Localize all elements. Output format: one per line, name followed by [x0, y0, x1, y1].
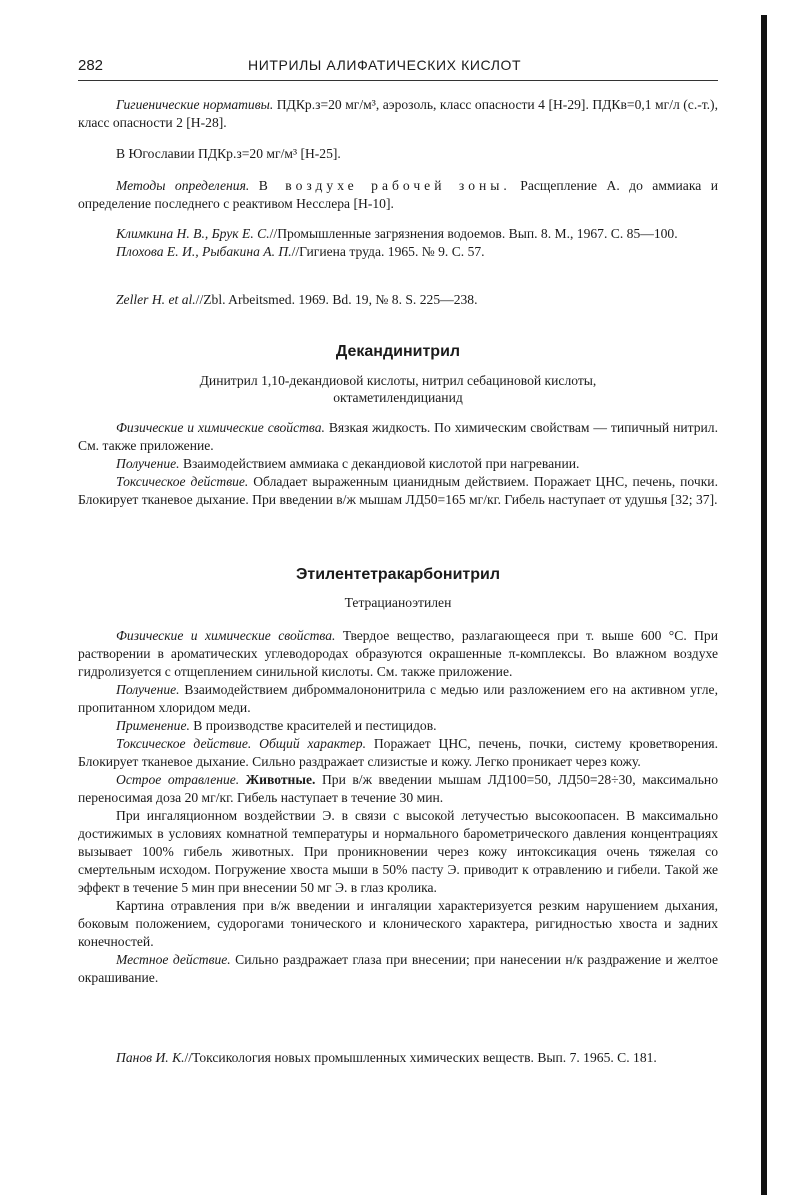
reference-zeller: [78, 291, 718, 309]
reference-item: [78, 1049, 718, 1067]
ethylene-local-label: Местное действие.: [116, 952, 231, 967]
ethylene-picture-text: Картина отравления при в/ж введении и ингаляции характеризуется резким нарушением дыхания, боковым положением, судорогами тонического и клонического характера, ригидностью хвоста и задних конечностей.: [78, 898, 718, 949]
ethylene-inhalation-text: При ингаляционном воздействии Э. в связи с высокой летучестью высокоопасен. В максимально достижимых в условиях комнатной температуры и нормального барометрического давления концентрациях вызывает 100% гибель животных. При проникновении через кожу интоксикация очень тяжелая со смертельным исходом. Погружение хвоста мыши в 50% пасту Э. приводит к отравлению и гибели. Такой же эффект в течение 5 мин при внесении 50 мг Э. в глаз кролика.: [78, 808, 718, 895]
decane-toxic-text: Обладает выраженным цианидным действием. Поражает ЦНС, печень, почки. Блокирует тканевое дыхание. При введении в/ж мышам ЛД50=165 мг/кг. Гибель наступает от удушья [32; 37].: [78, 474, 718, 507]
ethylene-body: [78, 627, 718, 987]
ethylene-local-text: Сильно раздражает глаза при внесении; при нанесении н/к раздражение и желтое окрашивание.: [78, 952, 718, 985]
ethylene-synonyms: Тетрацианоэтилен: [344, 595, 452, 610]
ethylene-reference: [78, 1049, 718, 1067]
ethylene-acute-text: При в/ж введении мышам ЛД100=50, ЛД50=28÷30, максимально переносимая доза 20 мг/кг. Гибель наступает в течение 30 мин.: [78, 772, 718, 805]
decane-physical-text: Вязкая жидкость. По химическим свойствам — типичный нитрил. См. также приложение.: [78, 420, 718, 453]
decane-synonyms: Динитрил 1,10-декандиовой кислоты, нитрил себациновой кислоты, октаметилендицианид: [199, 373, 597, 405]
reference-author: Климкина Н. В., Брук Е. С.: [116, 226, 270, 241]
ethylene-obtain-text: Взаимодействием диброммалононитрила с медью или разложением его на активном угле, пропитанном хлоридом меди.: [78, 682, 718, 715]
ethylene-toxic-text: Поражает ЦНС, печень, почки, систему кроветворения. Блокирует тканевое дыхание. Сильно раздражает слизистые и кожу. Легко проникает через кожу.: [78, 736, 718, 769]
reference-author: Плохова Е. И., Рыбакина А. П.: [116, 244, 292, 259]
running-title: НИТРИЛЫ АЛИФАТИЧЕСКИХ КИСЛОТ: [248, 57, 522, 73]
reference-text: //Гигиена труда. 1965. № 9. С. 57.: [291, 244, 485, 259]
header-rule: [78, 80, 718, 81]
ethylene-toxic-label: Токсическое действие. Общий характер.: [116, 736, 366, 751]
page-header: [78, 57, 718, 77]
reference-author: Панов И. К.: [116, 1050, 185, 1065]
hygiene-paragraph: [78, 96, 718, 132]
ethylene-obtain-label: Получение.: [116, 682, 180, 697]
scan-edge-bar: [761, 15, 767, 1195]
ethylene-use-label: Применение.: [116, 718, 190, 733]
yugoslavia-paragraph: [78, 145, 718, 163]
decane-body: [78, 419, 718, 509]
hygiene-label: Гигиенические нормативы.: [116, 97, 274, 112]
reference-text: //Промышленные загрязнения водоемов. Вып. 8. М., 1967. С. 85—100.: [269, 226, 678, 241]
decane-toxic-label: Токсическое действие.: [116, 474, 249, 489]
methods-label: Методы определения.: [116, 178, 250, 193]
hygiene-text: ПДКр.з=20 мг/м³, аэрозоль, класс опасности 4 [Н-29]. ПДКв=0,1 мг/л (с.-т.), класс опасности 2 [Н-28].: [78, 97, 718, 130]
methods-paragraph: [78, 177, 718, 213]
ethylene-use-text: В производстве красителей и пестицидов.: [193, 718, 437, 733]
decane-obtain-label: Получение.: [116, 456, 180, 471]
reference-item: [78, 243, 718, 261]
methods-air: В воздухе рабочей зоны.: [258, 178, 511, 193]
reference-item: [78, 291, 718, 309]
reference-list: [78, 225, 718, 261]
yugoslavia-text: В Югославии ПДКр.з=20 мг/м³ [Н-25].: [116, 146, 341, 161]
reference-item: [78, 225, 718, 243]
section-title-tetracyanoethylene: Этилентетракарбонитрил: [295, 566, 501, 583]
decane-obtain-text: Взаимодействием аммиака с декандиовой кислотой при нагревании.: [182, 456, 580, 471]
ethylene-physical-text: Твердое вещество, разлагающееся при т. выше 600 °С. При растворении в ароматических углеводородах образуются окрашенные π-комплексы. Во влажном воздухе гидролизуется с отщеплением синильной кислоты. См. также приложение.: [78, 628, 718, 679]
reference-text: //Zbl. Arbeitsmed. 1969. Bd. 19, № 8. S. 225—238.: [195, 292, 478, 307]
section-title-decanedinitrile: Декандинитрил: [335, 343, 461, 360]
reference-author: Zeller H. et al.: [116, 292, 196, 307]
ethylene-animals-label: Животные.: [245, 772, 316, 787]
page-number: 282: [78, 57, 104, 74]
ethylene-physical-label: Физические и химические свойства.: [116, 628, 336, 643]
reference-text: //Токсикология новых промышленных химических веществ. Вып. 7. 1965. С. 181.: [184, 1050, 657, 1065]
decane-physical-label: Физические и химические свойства.: [116, 420, 325, 435]
ethylene-acute-label: Острое отравление.: [116, 772, 240, 787]
methods-text: Расщепление А. до аммиака и определение последнего с реактивом Несслера [Н-10].: [78, 178, 718, 211]
